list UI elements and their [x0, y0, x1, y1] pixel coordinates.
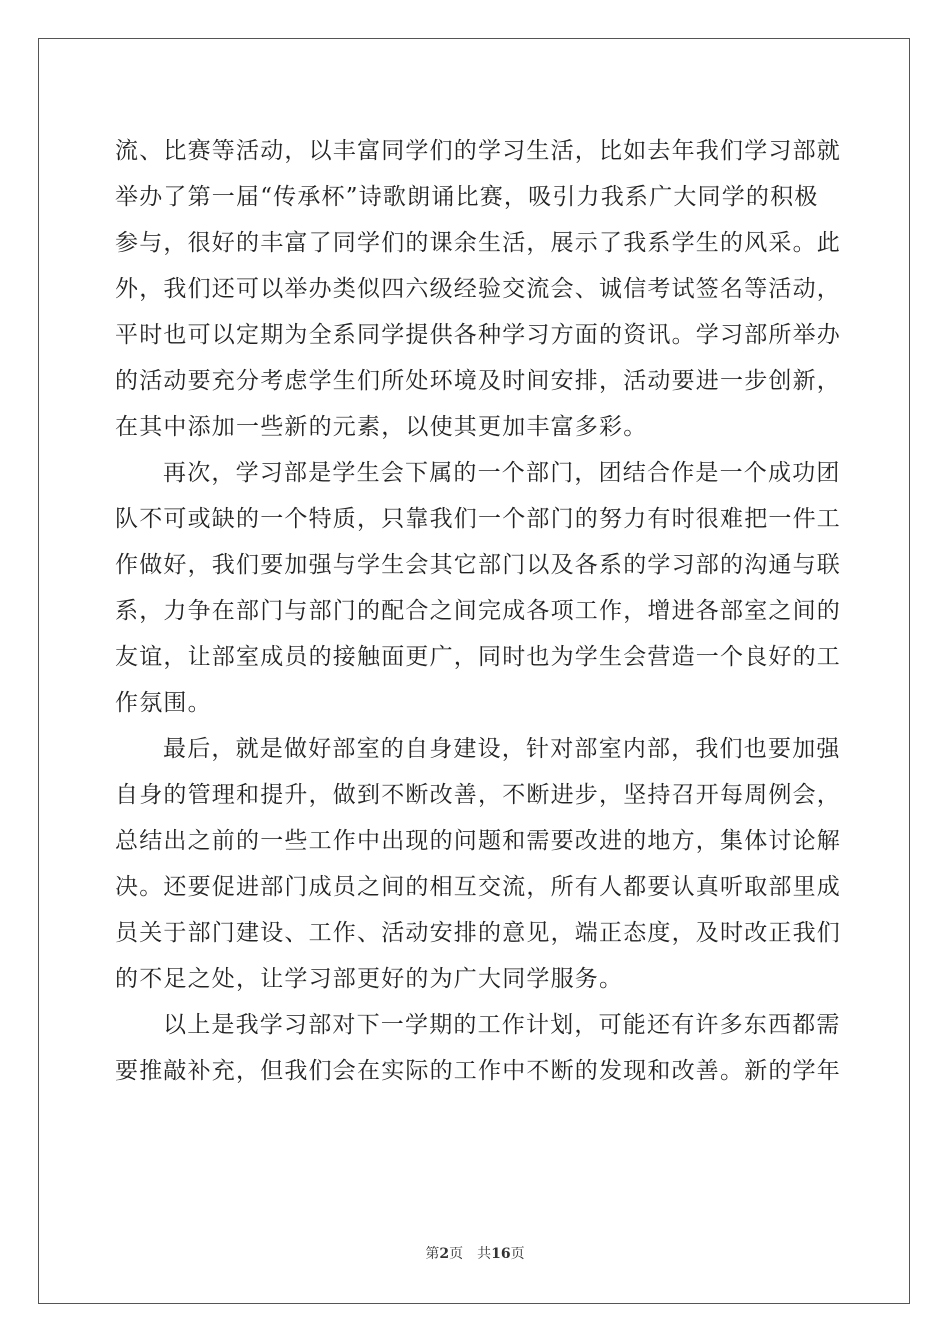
text-line: 作做好，我们要加强与学生会其它部门以及各系的学习部的沟通与联 [115, 552, 841, 578]
text-line: 流、比赛等活动，以丰富同学们的学习生活，比如去年我们学习部就 [115, 138, 841, 164]
text-line: 平时也可以定期为全系同学提供各种学习方面的资讯。学习部所举办 [115, 322, 841, 348]
page-footer [0, 1244, 950, 1264]
text-line: 系，力争在部门与部门的配合之间完成各项工作，增进各部室之间的 [115, 598, 841, 624]
text-line: 员关于部门建设、工作、活动安排的意见，端正态度，及时改正我们 [115, 920, 841, 946]
total-prefix: 共 [477, 1246, 492, 1262]
document-body [115, 128, 841, 1094]
text-line: 的不足之处，让学习部更好的为广大同学服务。 [115, 966, 624, 992]
text-line: 的活动要充分考虑学生们所处环境及时间安排，活动要进一步创新， [115, 368, 841, 394]
text-line: 举办了第一届“传承杯”诗歌朗诵比赛，吸引力我系广大同学的积极 [115, 184, 819, 210]
paragraph-start-line: 再次，学习部是学生会下属的一个部门，团结合作是一个成功团 [163, 460, 841, 486]
text-line: 队不可或缺的一个特质，只靠我们一个部门的努力有时很难把一件工 [115, 506, 841, 532]
text-line: 在其中添加一些新的元素，以使其更加丰富多彩。 [115, 414, 648, 440]
paragraph-start-line: 最后，就是做好部室的自身建设，针对部室内部，我们也要加强 [163, 736, 841, 762]
text-line: 作氛围。 [115, 690, 212, 716]
text-line: 外，我们还可以举办类似四六级经验交流会、诚信考试签名等活动， [115, 276, 841, 302]
page-prefix: 第 [425, 1246, 440, 1262]
text-line: 决。还要促进部门成员之间的相互交流，所有人都要认真听取部里成 [115, 874, 841, 900]
total-suffix: 页 [510, 1246, 525, 1262]
total-pages: 16 [491, 1246, 511, 1262]
page-suffix: 页 [449, 1246, 464, 1262]
text-line: 参与，很好的丰富了同学们的课余生活，展示了我系学生的风采。此 [115, 230, 841, 256]
page-number: 2 [439, 1246, 450, 1262]
text-line: 总结出之前的一些工作中出现的问题和需要改进的地方，集体讨论解 [115, 828, 841, 854]
text-line: 自身的管理和提升，做到不断改善，不断进步，坚持召开每周例会， [115, 782, 841, 808]
text-line: 友谊，让部室成员的接触面更广，同时也为学生会营造一个良好的工 [115, 644, 841, 670]
text-line: 要推敲补充，但我们会在实际的工作中不断的发现和改善。新的学年 [115, 1058, 841, 1084]
paragraph-start-line: 以上是我学习部对下一学期的工作计划，可能还有许多东西都需 [163, 1012, 841, 1038]
